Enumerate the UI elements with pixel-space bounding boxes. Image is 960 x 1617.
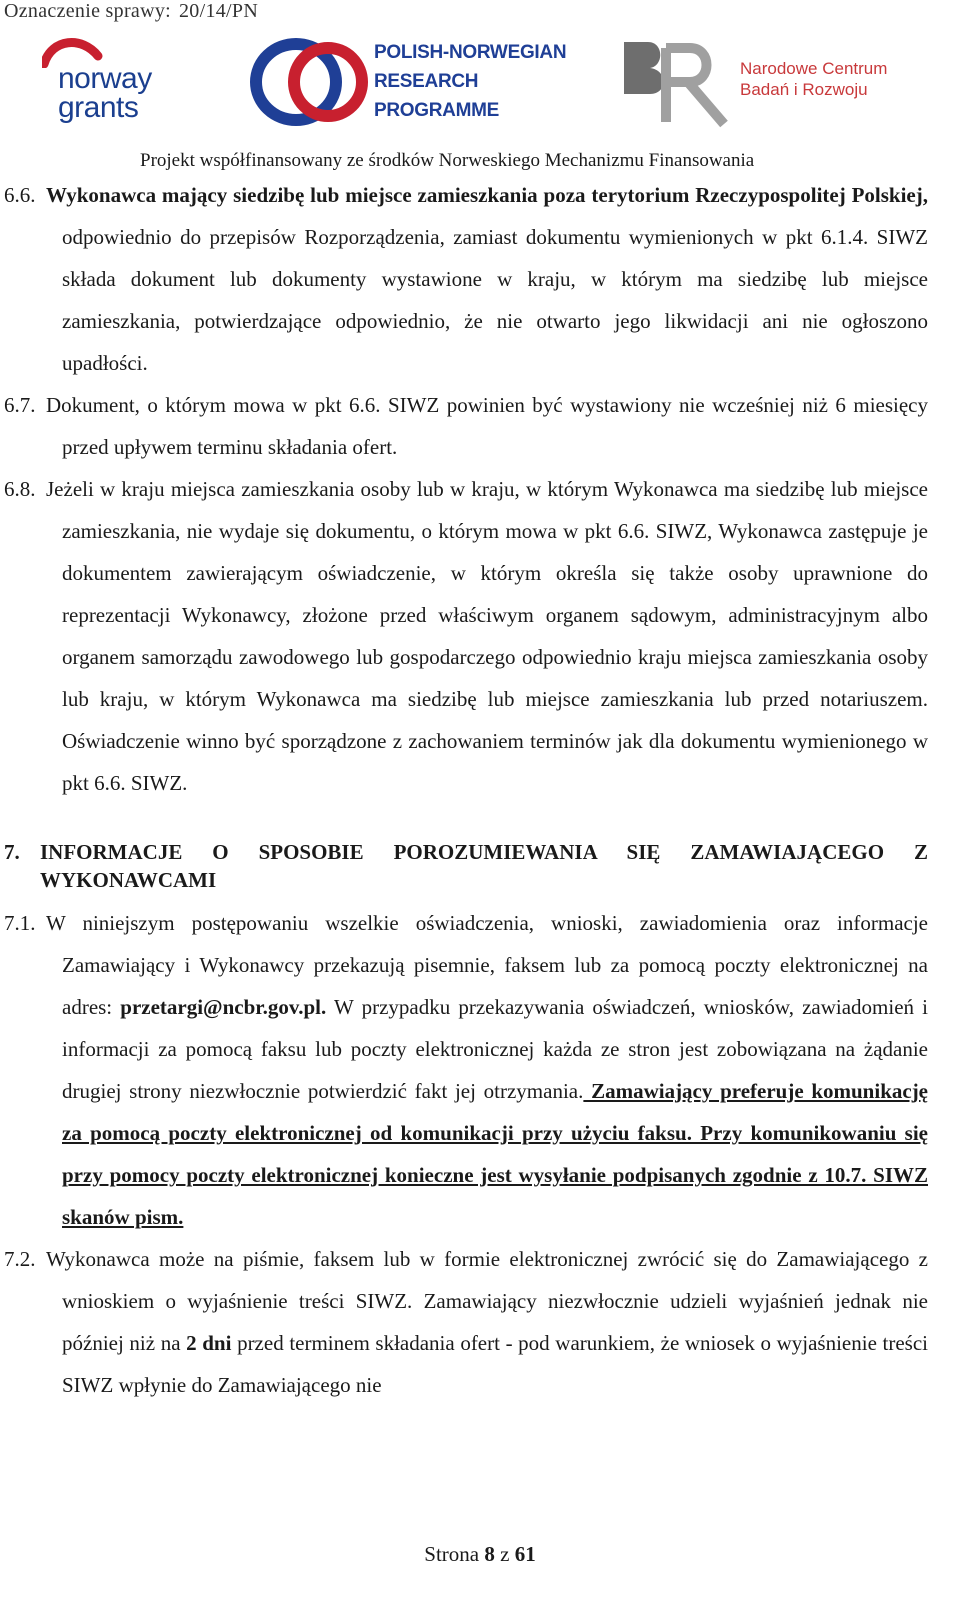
- case-number: 20/14/PN: [178, 0, 259, 22]
- clause-number: 7.2.: [4, 1247, 36, 1271]
- ncbr-line-1: Narodowe Centrum: [740, 59, 888, 78]
- pnrp-line-3: PROGRAMME: [374, 100, 500, 121]
- project-cofinancing-line: Projekt współfinansowany ze środków Norweskiego Mechanizmu Finansowania: [140, 150, 755, 171]
- page-of: z: [500, 1542, 510, 1566]
- page-number: 8: [484, 1542, 495, 1566]
- ncbr-line-2: Badań i Rozwoju: [740, 80, 868, 99]
- clause-text: odpowiednio do przepisów Rozporządzenia, zamiast dokumentu wymienionych w pkt 6.1.4. SIWZ składa dokument lub dokumenty wystawione w kraju, w którym ma siedzibę lub miejsce zamieszkania, potwierdzające odpowiednio, że nie otwarto jego likwidacji ani nie ogłoszono upadłości.: [62, 225, 928, 375]
- case-label: Oznaczenie sprawy:: [4, 0, 171, 22]
- pnrp-line-2: RESEARCH: [374, 71, 479, 92]
- clause-text: Wykonawca może na piśmie, faksem lub w formie elektronicznej zwrócić się do Zamawiającego z wnioskiem o wyjaśnienie treści SIWZ. Zamawiający niezwłocznie udzieli wyjaśnień jednak nie później niż na: [46, 1247, 928, 1355]
- pnrp-line-1: POLISH-NORWEGIAN: [374, 42, 567, 63]
- polish-norwegian-research-programme-logo: [248, 36, 568, 126]
- section-title: INFORMACJE O SPOSOBIE POROZUMIEWANIA SIĘ ZAMAWIAJĄCEGO Z WYKONAWCAMI: [40, 840, 928, 892]
- contact-email[interactable]: przetargi@ncbr.gov.pl.: [120, 995, 327, 1019]
- norway-grants-logo: [42, 34, 192, 124]
- clause-7-1: [0, 902, 960, 1238]
- pnrp-rings-icon: [248, 36, 372, 128]
- clause-text: Jeżeli w kraju miejsca zamieszkania osoby lub w kraju, w którym Wykonawca ma siedzibę lub miejsce zamieszkania, nie wydaje się dokumentu, o którym mowa w pkt 6.6. SIWZ, Wykonawca zastępuje je dokumentem zawierającym oświadczenie, w którym określa się także osoby uprawnione do reprezentacji Wykonawcy, złożone przed właściwym organem sądowym, administracyjnym albo organem samorządu zawodowego lub gospodarczego odpowiednio kraju miejsca zamieszkania osoby lub kraju, w którym Wykonawca ma siedzibę lub miejsce zamieszkania lub przed notariuszem. Oświadczenie winno być sporządzone z zachowaniem terminów jak dla dokumentu wymienionego w pkt 6.6. SIWZ.: [46, 477, 928, 795]
- document-body: [0, 174, 960, 1406]
- case-reference: [4, 0, 258, 23]
- norway-word: norway: [58, 62, 152, 95]
- clause-number: 6.7.: [4, 393, 36, 417]
- clause-underlined-text: Zamawiający preferuje komunikację za pomocą poczty elektronicznej od komunikacji przy użyciu faksu. Przy komunikowaniu się przy pomocy poczty elektronicznej konieczne jest wysyłanie podpisanych zgodnie z 10.7. SIWZ skanów pism.: [62, 1079, 929, 1229]
- grants-word: grants: [58, 91, 139, 124]
- deadline-days: 2 dni: [186, 1331, 232, 1355]
- section-number: 7.: [4, 840, 20, 864]
- clause-number: 6.8.: [4, 477, 36, 501]
- page-footer: [0, 1542, 960, 1567]
- page-total: 61: [514, 1542, 536, 1566]
- clause-number: 7.1.: [4, 911, 36, 935]
- clause-text-continued: W przypadku przekazywania oświadczeń, wniosków, zawiadomień i informacji za pomocą faksu lub poczty elektronicznej każda ze stron jest zobowiązana na żądanie drugiej strony niezwłocznie potwierdzić fakt jej otrzymania.: [62, 995, 928, 1103]
- clause-6-8: [0, 468, 960, 804]
- ncbr-logo: [620, 34, 940, 134]
- clause-number: 6.6.: [4, 183, 36, 207]
- clause-text-continued: przed terminem składania ofert - pod warunkiem, że wniosek o wyjaśnienie treści SIWZ wpłynie do Zamawiającego nie: [62, 1331, 928, 1397]
- logo-bar: [0, 30, 960, 130]
- page-label: Strona: [424, 1542, 480, 1566]
- clause-6-6: [0, 174, 960, 384]
- ncbr-br-mark-icon: [620, 34, 738, 130]
- clause-7-2: [0, 1238, 960, 1406]
- clause-bold-text: Wykonawca mający siedzibę lub miejsce zamieszkania poza terytorium Rzeczypospolitej Polskiej,: [46, 183, 928, 207]
- clause-6-7: [0, 384, 960, 468]
- clause-text: W niniejszym postępowaniu wszelkie oświadczenia, wnioski, zawiadomienia oraz informacje Zamawiający i Wykonawcy przekazują pisemnie, faksem lub za pomocą poczty elektronicznej na adres:: [46, 911, 928, 1019]
- clause-text: Dokument, o którym mowa w pkt 6.6. SIWZ powinien być wystawiony nie wcześniej niż 6 miesięcy przed upływem terminu składania ofert.: [46, 393, 928, 459]
- section-7-heading: [0, 838, 960, 894]
